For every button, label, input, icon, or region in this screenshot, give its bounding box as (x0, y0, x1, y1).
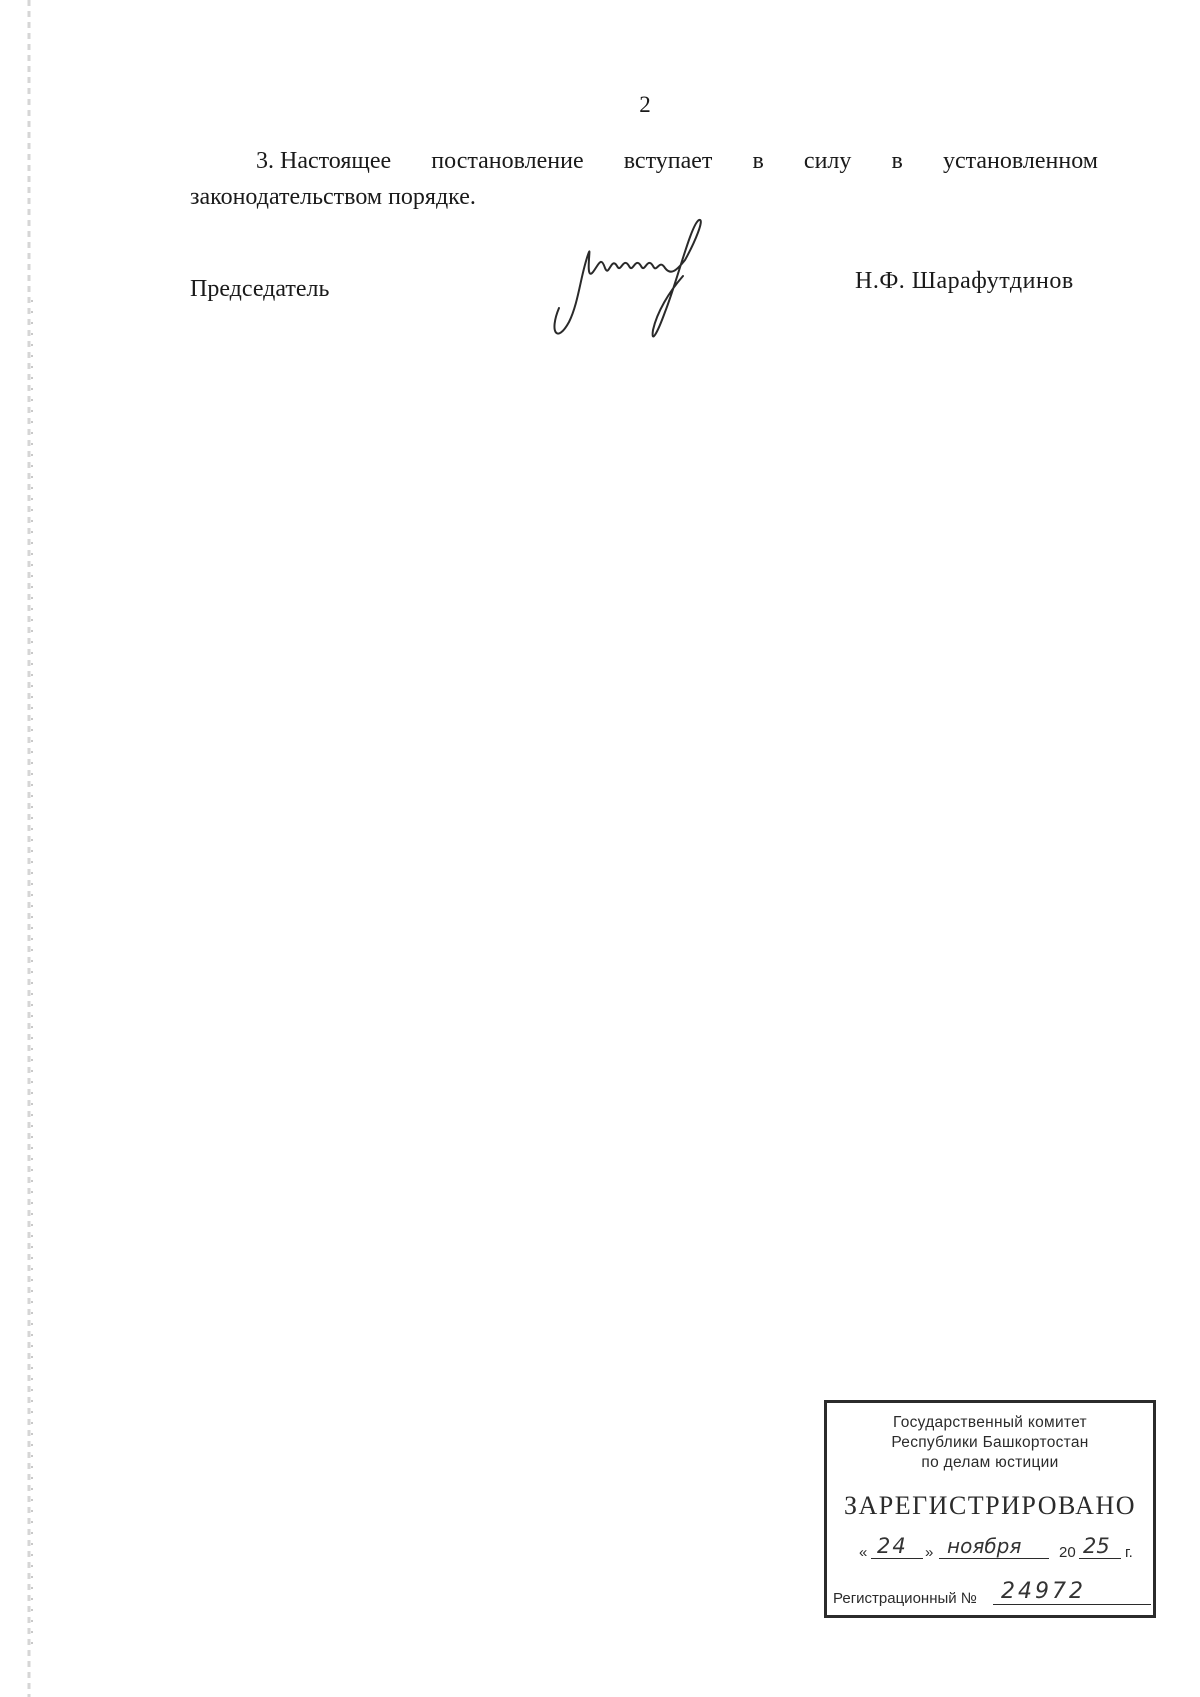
clause-word: силу (803, 148, 852, 174)
clause-word: вступает (623, 148, 713, 174)
handwritten-signature (545, 212, 715, 347)
clause-word: установленном (942, 148, 1098, 174)
page-number: 2 (639, 92, 651, 117)
clause-word: в (752, 148, 764, 174)
date-close-quote: » (925, 1544, 934, 1561)
stamp-title: ЗАРЕГИСТРИРОВАНО (844, 1491, 1136, 1520)
clause-word: 3. Настоящее (256, 148, 392, 174)
date-year-prefix: 20 (1059, 1544, 1076, 1561)
stamp-date (859, 1533, 1149, 1563)
stamp-org-line: Республики Башкортостан (891, 1434, 1089, 1451)
stamp-org-line: Государственный комитет (893, 1414, 1087, 1431)
stamp-registration (831, 1581, 1151, 1609)
date-open-quote: « (859, 1544, 868, 1561)
clause-3 (190, 143, 1098, 215)
clause-line-1 (190, 143, 1098, 179)
stamp-organization (827, 1413, 1153, 1473)
clause-word: постановление (431, 148, 584, 174)
registration-label: Регистрационный № (833, 1590, 977, 1607)
date-month: ноября (947, 1534, 1022, 1558)
date-month-underline (939, 1558, 1049, 1559)
signatory-position: Председатель (190, 276, 330, 302)
signatory-name: Н.Ф. Шарафутдинов (855, 268, 1074, 294)
scan-edge-artifact (22, 0, 36, 1697)
registration-underline (993, 1604, 1151, 1605)
date-day-underline (871, 1558, 923, 1559)
clause-word: в (891, 148, 903, 174)
date-day: 24 (877, 1534, 908, 1558)
date-year-underline (1079, 1558, 1121, 1559)
stamp-org-line: по делам юстиции (921, 1454, 1059, 1471)
date-year-unit: г. (1125, 1544, 1133, 1561)
registration-number: 24972 (1001, 1579, 1086, 1604)
clause-line-2: законодательством порядке. (190, 184, 476, 210)
date-year-suffix: 25 (1083, 1534, 1110, 1558)
registration-stamp (824, 1400, 1156, 1618)
